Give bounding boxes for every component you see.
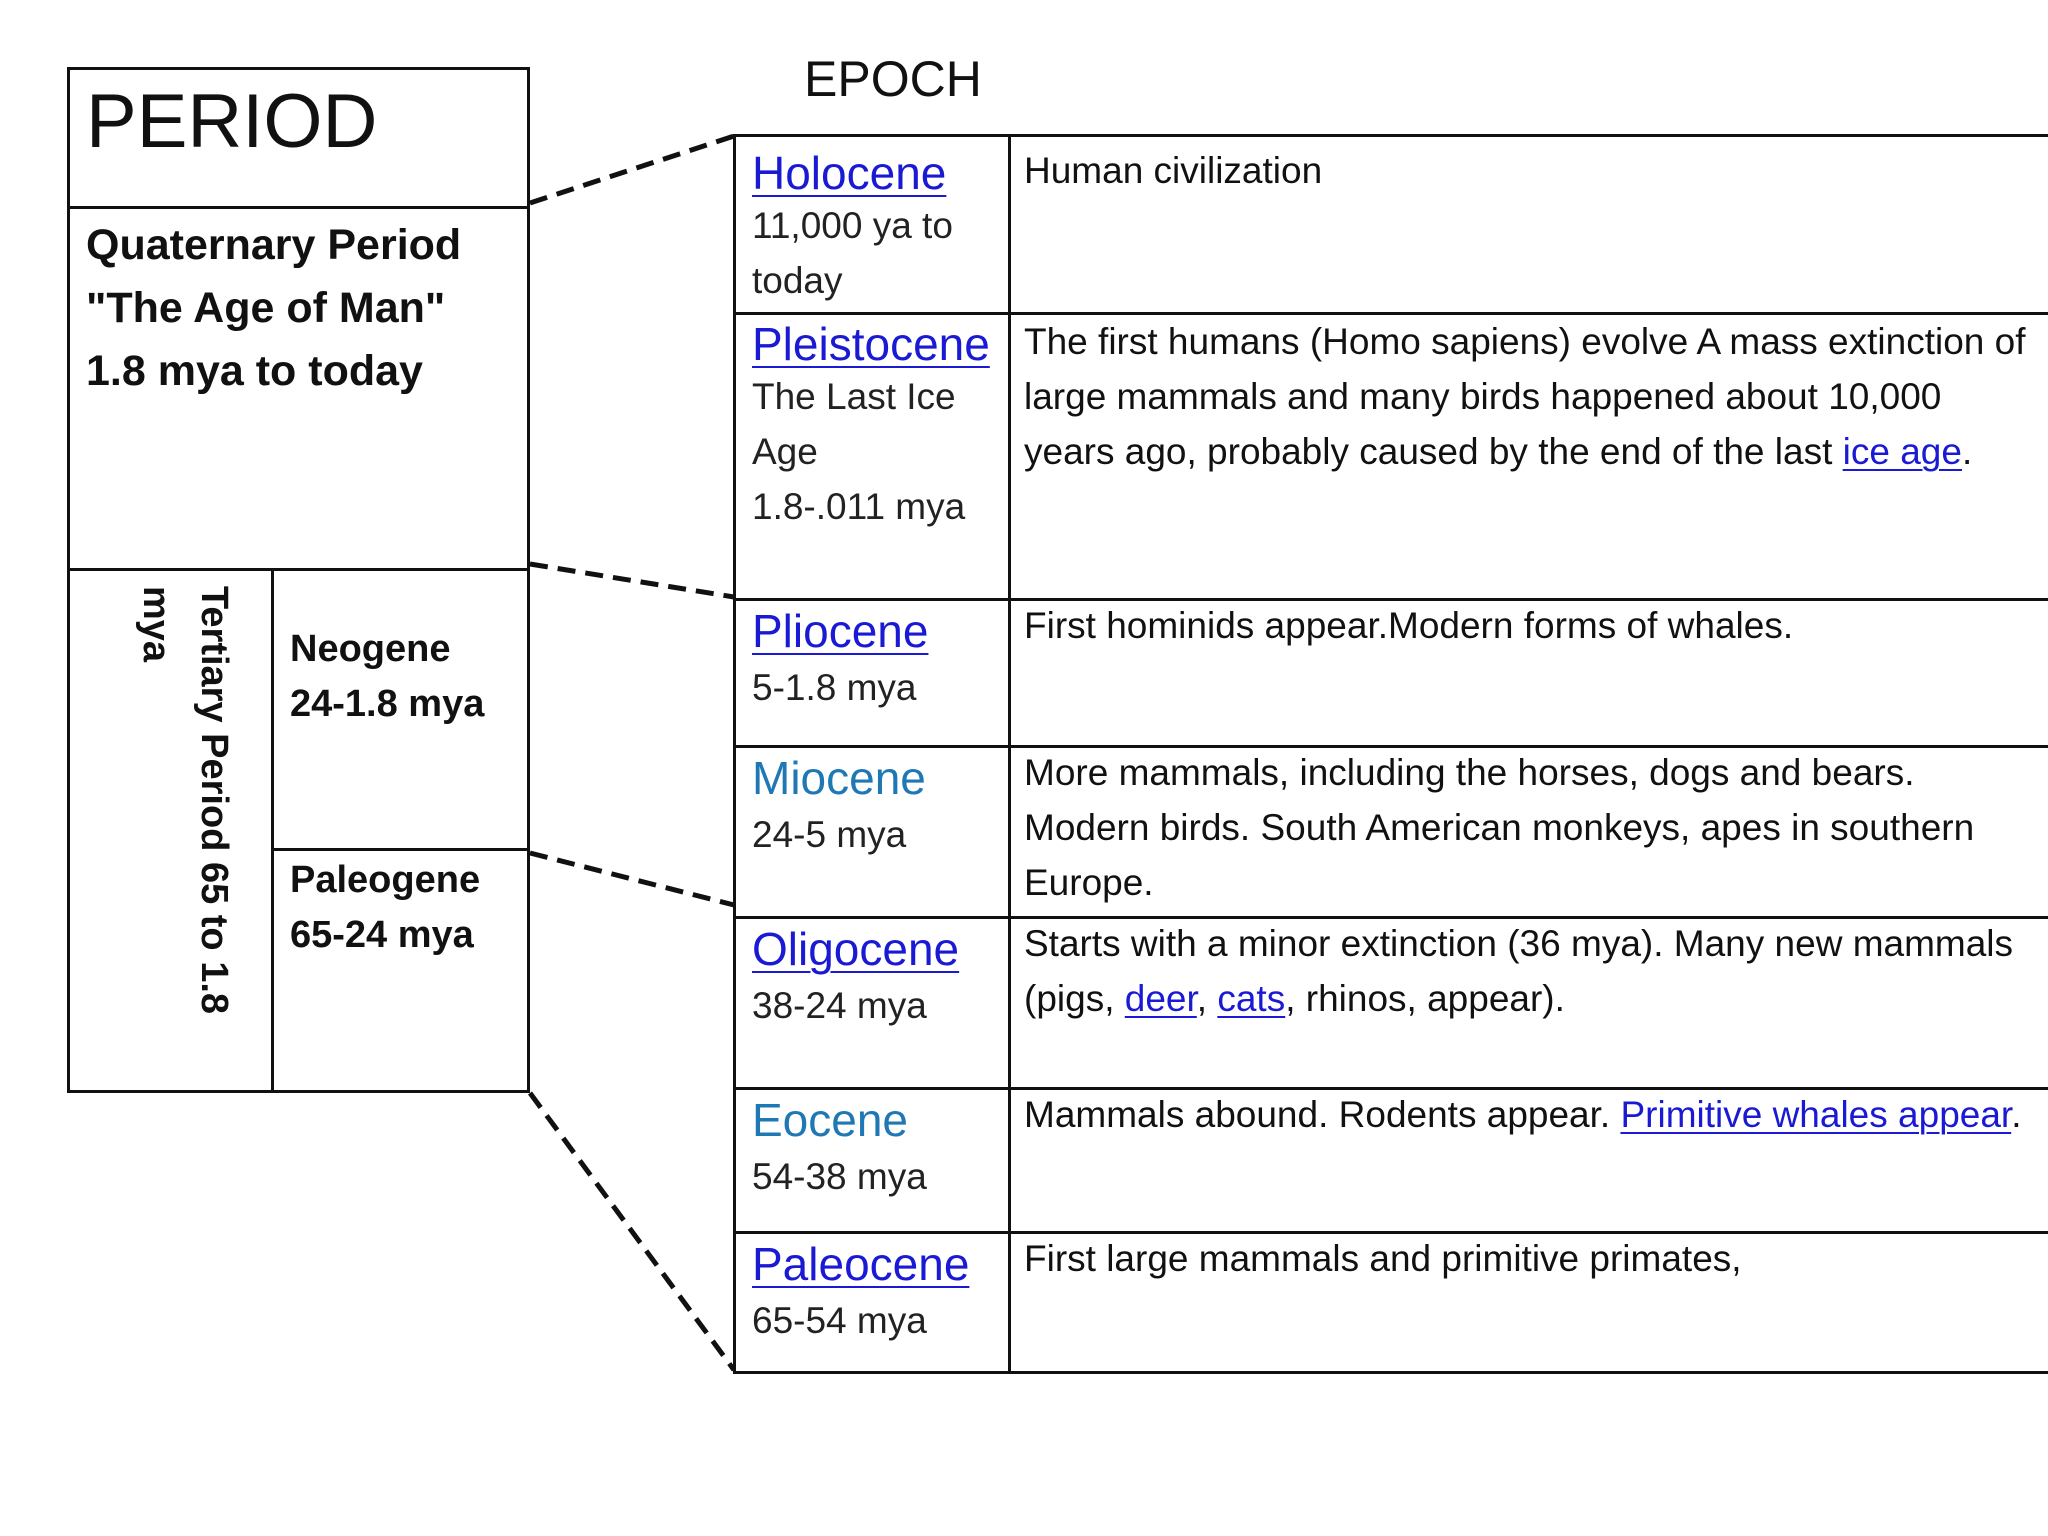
epoch-row-pliocene — [736, 598, 2048, 748]
epoch-name-link[interactable]: Oligocene — [752, 923, 960, 975]
connector-pliocene — [530, 564, 734, 597]
epoch-desc-cell — [1008, 1087, 2048, 1231]
epoch-range: 65-54 mya — [752, 1300, 927, 1341]
desc-text: . — [1961, 431, 1973, 472]
epoch-range: 1.8-.011 mya — [752, 486, 966, 527]
epoch-name-cell — [736, 745, 1011, 916]
epoch-name-link[interactable]: Holocene — [752, 147, 947, 199]
tertiary-period-label: Tertiary Period 65 to 1.8 mya — [135, 586, 235, 1015]
epoch-name-link[interactable]: Pleistocene — [752, 318, 990, 370]
desc-text: More mammals, including the horses, dogs and bears. Modern birds. South American monkeys, apes in southern Europe. — [1024, 752, 1975, 903]
neogene-name: Neogene — [290, 628, 451, 670]
epoch-desc-cell — [1008, 137, 2048, 312]
epoch-row-pleistocene — [736, 312, 2048, 601]
quaternary-period-cell — [70, 209, 527, 571]
desc-text: The first humans (Homo sapiens) evolve A mass extinction of large mammals and many birds happened about 10,000 years ago, probably caused by the end of the last — [1024, 321, 2026, 472]
epoch-name-cell — [736, 312, 1011, 598]
period-table — [67, 67, 530, 1093]
period-header-cell — [70, 70, 527, 209]
epoch-desc-cell — [1008, 598, 2048, 745]
neogene-cell — [274, 571, 527, 851]
deer-link[interactable]: deer — [1124, 978, 1197, 1019]
epoch-name-cell — [736, 1087, 1011, 1231]
epoch-name-cell — [736, 916, 1011, 1087]
epoch-name: Eocene — [752, 1094, 909, 1146]
epoch-description — [1024, 598, 2034, 653]
quaternary-nickname: "The Age of Man" — [86, 284, 446, 332]
quaternary-range: 1.8 mya to today — [86, 347, 423, 395]
epoch-note: Age — [752, 431, 818, 472]
epoch-name-link[interactable]: Pliocene — [752, 605, 929, 657]
epoch-name: Miocene — [752, 752, 926, 804]
epoch-table — [733, 134, 2048, 1374]
desc-text: Mammals abound. Rodents appear. — [1024, 1094, 1621, 1135]
epoch-row-miocene — [736, 745, 2048, 919]
epoch-range: 24-5 mya — [752, 814, 907, 855]
epoch-description — [1024, 314, 2034, 479]
epoch-note: The Last Ice — [752, 376, 956, 417]
desc-text: Human civilization — [1024, 150, 1323, 191]
epoch-name-link[interactable]: Paleocene — [752, 1238, 970, 1290]
epoch-name-cell — [736, 1231, 1011, 1371]
epoch-description — [1024, 1231, 2034, 1286]
paleogene-name: Paleogene — [290, 859, 481, 901]
epoch-desc-cell — [1008, 916, 2048, 1087]
connector-holocene — [530, 136, 734, 203]
epoch-range: today — [752, 260, 843, 301]
epoch-range: 54-38 mya — [752, 1156, 927, 1197]
epoch-heading: EPOCH — [804, 51, 982, 107]
epoch-desc-cell — [1008, 312, 2048, 598]
tertiary-period-cell — [70, 571, 274, 1090]
quaternary-name: Quaternary Period — [86, 221, 462, 269]
epoch-desc-cell — [1008, 745, 2048, 916]
epoch-row-oligocene — [736, 916, 2048, 1090]
desc-text: , — [1196, 978, 1218, 1019]
epoch-range: 11,000 ya to — [752, 205, 953, 246]
epoch-description — [1024, 745, 2034, 910]
ice-age-link[interactable]: ice age — [1842, 431, 1962, 472]
epoch-row-holocene — [736, 137, 2048, 315]
epoch-name-cell — [736, 137, 1011, 312]
period-title: PERIOD — [86, 79, 378, 164]
epoch-range: 5-1.8 mya — [752, 667, 917, 708]
epoch-description — [1024, 916, 2034, 1026]
epoch-name-cell — [736, 598, 1011, 745]
desc-text: , rhinos, appear). — [1285, 978, 1565, 1019]
epoch-row-paleocene — [736, 1231, 2048, 1371]
desc-text: First large mammals and primitive primates, — [1024, 1238, 1742, 1279]
connector-oligocene — [530, 853, 734, 905]
desc-text: . — [2011, 1094, 2022, 1135]
epoch-range: 38-24 mya — [752, 985, 927, 1026]
desc-text: Starts with a minor extinction (36 mya). Many new mammals (pigs, — [1024, 923, 2014, 1019]
epoch-desc-cell — [1008, 1231, 2048, 1371]
desc-text: First hominids appear.Modern forms of whales. — [1024, 605, 1794, 646]
paleogene-range: 65-24 mya — [290, 914, 474, 956]
epoch-description — [1024, 143, 2034, 198]
connector-paleocene — [530, 1093, 734, 1370]
cats-link[interactable]: cats — [1217, 978, 1286, 1019]
epoch-row-eocene — [736, 1087, 2048, 1234]
epoch-description — [1024, 1087, 2034, 1142]
paleogene-cell — [274, 851, 527, 1090]
neogene-range: 24-1.8 mya — [290, 683, 485, 725]
primitive-whales-link[interactable]: Primitive whales appear — [1620, 1094, 2012, 1135]
